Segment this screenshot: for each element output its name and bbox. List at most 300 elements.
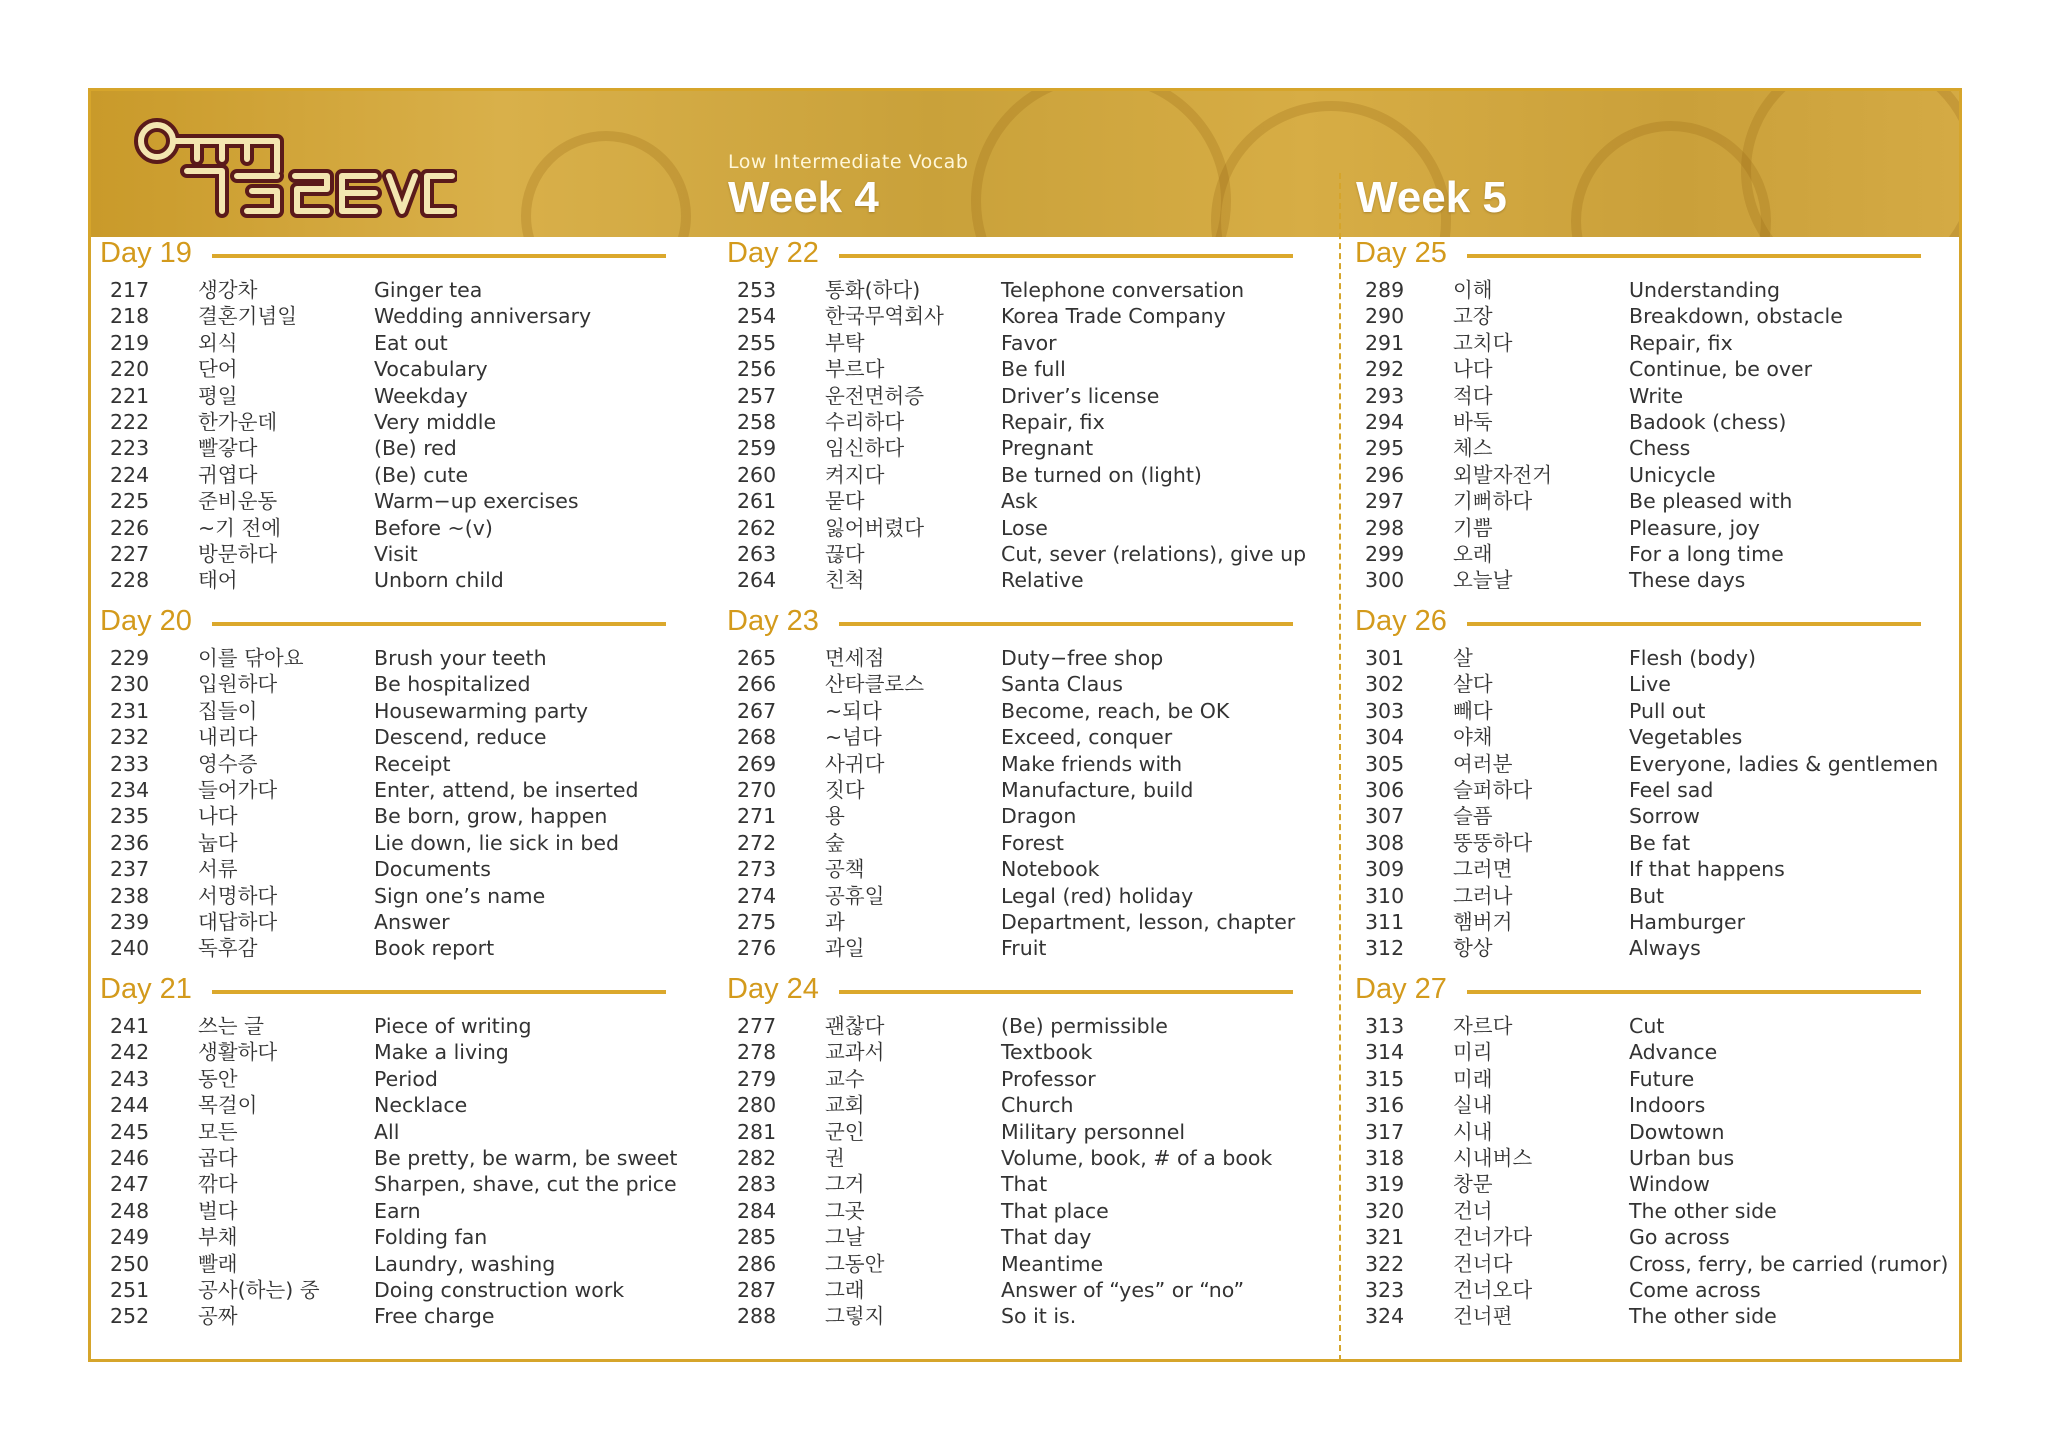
vocab-list [1355,1013,1949,1330]
vocab-row [727,409,1317,435]
korean-word: 대답하다 [198,909,278,934]
vocab-row [727,567,1317,593]
korean-word: 한가운데 [198,409,278,434]
english-meaning: Brush your teeth [374,646,547,670]
vocab-row [1355,1303,1945,1329]
vocab-row [727,1145,1317,1171]
korean-word: 창문 [1453,1172,1493,1197]
vocab-row [727,488,1317,514]
vocab-row [100,751,690,777]
korean-word: 교수 [825,1066,865,1091]
entry-number: 273 [737,857,777,882]
vocab-row [1355,567,1945,593]
korean-word: 그러면 [1453,857,1513,882]
day-rule [839,622,1293,626]
vocab-row [727,1277,1317,1303]
english-meaning: Sharpen, shave, cut the price [374,1172,677,1197]
entry-number: 261 [737,489,777,514]
english-meaning: These days [1629,568,1746,593]
english-meaning: Advance [1629,1040,1718,1065]
korean-word: 눕다 [198,830,238,855]
english-meaning: Come across [1629,1277,1761,1302]
entry-number: 288 [737,1304,777,1329]
korean-word: 항상 [1453,936,1493,961]
day-label: Day 24 [727,973,819,1005]
entry-number: 236 [110,830,150,855]
vocab-row [727,830,1317,856]
entry-number: 315 [1365,1066,1405,1091]
entry-number: 237 [110,857,150,882]
vocab-row [1355,777,1945,803]
english-meaning: Enter, attend, be inserted [374,777,639,802]
english-meaning: Exceed, conquer [1001,725,1173,750]
korean-word: 교과서 [825,1040,885,1065]
vocab-row [1355,462,1945,488]
day-rule [1467,622,1921,626]
entry-number: 276 [737,936,777,961]
vocab-row [100,567,690,593]
vocab-row [100,1224,690,1250]
korean-word: 바둑 [1453,409,1493,434]
english-meaning: Cut, sever (relations), give up [1001,541,1307,566]
vocab-row [100,803,690,829]
english-meaning: Sorrow [1629,804,1700,829]
english-meaning: For a long time [1629,541,1784,566]
week-5-title: Week 5 [1356,173,1507,222]
english-meaning: Live [1629,672,1671,697]
entry-number: 319 [1365,1172,1405,1197]
english-meaning: Make friends with [1001,751,1183,776]
entry-number: 234 [110,777,150,802]
vocab-row [1355,1224,1945,1250]
korean-word: 부르다 [825,357,885,382]
korean-word: 깎다 [198,1172,238,1197]
entry-number: 285 [737,1225,777,1250]
korean-word: 권 [825,1145,845,1170]
day-label: Day 27 [1355,973,1447,1005]
english-meaning: Unicycle [1629,462,1716,487]
korean-word: 모든 [198,1119,238,1144]
day-label: Day 19 [100,237,192,269]
entry-number: 283 [737,1172,777,1197]
vocab-list [100,645,690,962]
vocab-row [727,462,1317,488]
entry-number: 311 [1365,909,1405,934]
entry-number: 306 [1365,777,1405,802]
korean-word: 준비운동 [198,489,278,514]
korean-word: 건너다 [1453,1251,1513,1276]
english-meaning: Warm−up exercises [374,489,579,514]
entry-number: 263 [737,541,777,566]
vocab-row [1355,1092,1945,1118]
entry-number: 250 [110,1251,150,1276]
entry-number: 318 [1365,1145,1405,1170]
entry-number: 231 [110,698,150,723]
english-meaning: Manufacture, build [1001,777,1194,802]
english-meaning: Indoors [1629,1093,1706,1118]
korean-word: 영수증 [198,751,258,776]
entry-number: 320 [1365,1198,1405,1223]
vocab-row [1355,1277,1945,1303]
vocab-row [100,909,690,935]
korean-word: 그동안 [825,1251,885,1276]
english-meaning: If that happens [1629,857,1785,882]
entry-number: 308 [1365,830,1405,855]
english-meaning: Be hospitalized [374,672,531,697]
vocab-row [100,356,690,382]
korean-word: 나다 [1453,357,1493,382]
korean-word: 외발자전거 [1453,462,1553,487]
english-meaning: (Be) cute [374,462,469,487]
entry-number: 317 [1365,1119,1405,1144]
english-meaning: Telephone conversation [1001,278,1245,302]
entry-number: 260 [737,462,777,487]
vocab-row [727,724,1317,750]
korean-word: 집들이 [198,698,258,723]
korean-word: 미래 [1453,1066,1493,1091]
english-meaning: Free charge [374,1304,495,1329]
entry-number: 253 [737,278,777,302]
entry-number: 232 [110,725,150,750]
vocab-row [1355,277,1945,303]
vocab-row [100,671,690,697]
entry-number: 296 [1365,462,1405,487]
entry-number: 312 [1365,936,1405,961]
english-meaning: Make a living [374,1040,509,1065]
vocab-row [1355,1013,1945,1039]
day-label: Day 22 [727,237,819,269]
korean-word: 살 [1453,646,1473,670]
entry-number: 258 [737,409,777,434]
entry-number: 268 [737,725,777,750]
entry-number: 247 [110,1172,150,1197]
korean-word: 평일 [198,383,238,408]
vocab-row [1355,803,1945,829]
entry-number: 293 [1365,383,1405,408]
day-rule [212,254,666,258]
english-meaning: All [374,1119,400,1144]
entry-number: 266 [737,672,777,697]
column-divider [1339,173,1341,1361]
day-rule [212,990,666,994]
vocab-row [100,645,690,671]
korean-word: 빼다 [1453,698,1493,723]
vocab-row [1355,488,1945,514]
english-meaning: Repair, fix [1629,330,1733,355]
english-meaning: That day [1001,1225,1092,1250]
vocab-row [727,935,1317,961]
korean-word: 오늘날 [1453,568,1513,593]
day-heading [100,605,690,639]
english-meaning: Piece of writing [374,1014,532,1038]
korean-word: 입원하다 [198,672,278,697]
english-meaning: Become, reach, be OK [1001,698,1230,723]
entry-number: 267 [737,698,777,723]
vocab-row [100,1198,690,1224]
vocab-row [727,671,1317,697]
day-heading [727,605,1317,639]
vocab-row [727,1039,1317,1065]
vocab-sheet [88,88,1962,1362]
english-meaning: Be fat [1629,830,1691,855]
english-meaning: Dowtown [1629,1119,1725,1144]
korean-word: ~넘다 [825,725,882,750]
entry-number: 226 [110,515,150,540]
vocab-row [100,515,690,541]
entry-number: 227 [110,541,150,566]
english-meaning: Folding fan [374,1225,488,1250]
vocab-row [727,1013,1317,1039]
vocab-row [727,777,1317,803]
korean-word: 그렇지 [825,1304,885,1329]
korean-word: 수리하다 [825,409,905,434]
entry-number: 298 [1365,515,1405,540]
vocab-row [1355,909,1945,935]
vocab-row [100,830,690,856]
english-meaning: Breakdown, obstacle [1629,304,1843,329]
korean-word: 실내 [1453,1093,1493,1118]
english-meaning: Go across [1629,1225,1730,1250]
vocab-row [100,1092,690,1118]
entry-number: 245 [110,1119,150,1144]
english-meaning: Write [1629,383,1684,408]
vocab-row [727,1066,1317,1092]
english-meaning: Professor [1001,1066,1096,1091]
subtitle: Low Intermediate Vocab [728,151,969,173]
english-meaning: Pleasure, joy [1629,515,1760,540]
english-meaning: Future [1629,1066,1695,1091]
korean-word: 야채 [1453,725,1493,750]
vocab-row [1355,541,1945,567]
vocab-row [1355,645,1945,671]
english-meaning: Window [1629,1172,1710,1197]
day-block [727,973,1317,1330]
entry-number: 239 [110,909,150,934]
korean-word: 살다 [1453,672,1493,697]
vocab-row [1355,409,1945,435]
banner-pattern [971,91,1231,237]
entry-number: 305 [1365,751,1405,776]
entry-number: 280 [737,1093,777,1118]
vocab-row [100,856,690,882]
english-meaning: Hamburger [1629,909,1746,934]
korean-word: 목걸이 [198,1093,258,1118]
entry-number: 310 [1365,883,1405,908]
vocab-row [1355,935,1945,961]
korean-word: 서류 [198,857,238,882]
korean-word: 건너편 [1453,1304,1513,1329]
entry-number: 252 [110,1304,150,1329]
korean-word: 고장 [1453,304,1493,329]
korean-word: 켜지다 [825,462,885,487]
day-rule [1467,990,1921,994]
entry-number: 219 [110,330,150,355]
english-meaning: (Be) red [374,436,457,461]
vocab-row [727,435,1317,461]
korean-word: 체스 [1453,436,1493,461]
korean-word: 잃어버렸다 [825,515,925,540]
korean-word: 슬퍼하다 [1453,777,1533,802]
vocab-row [1355,1171,1945,1197]
english-meaning: Lose [1001,515,1048,540]
vocab-row [727,909,1317,935]
vocab-row [727,645,1317,671]
korean-word: 공책 [825,857,865,882]
vocab-row [727,1171,1317,1197]
entry-number: 235 [110,804,150,829]
vocab-row [1355,724,1945,750]
english-meaning: Church [1001,1093,1074,1118]
english-meaning: Duty−free shop [1001,646,1164,670]
entry-number: 264 [737,568,777,593]
english-meaning: Necklace [374,1093,468,1118]
vocab-list [1355,645,1945,962]
day-rule [839,254,1293,258]
vocab-row [727,856,1317,882]
vocab-row [727,515,1317,541]
english-meaning: Answer of “yes” or “no” [1001,1277,1245,1302]
entry-number: 217 [110,278,150,302]
entry-number: 224 [110,462,150,487]
english-meaning: Favor [1001,330,1057,355]
vocab-row [727,1119,1317,1145]
entry-number: 274 [737,883,777,908]
vocab-row [100,883,690,909]
vocab-row [100,541,690,567]
english-meaning: Earn [374,1198,421,1223]
entry-number: 244 [110,1093,150,1118]
vocab-row [100,1119,690,1145]
english-meaning: Flesh (body) [1629,646,1756,670]
vocab-row [100,1013,690,1039]
english-meaning: Ask [1001,489,1038,514]
korean-word: 짓다 [825,777,865,802]
entry-number: 259 [737,436,777,461]
english-meaning: Receipt [374,751,451,776]
korean-word: 임신하다 [825,436,905,461]
english-meaning: Cross, ferry, be carried (rumor) [1629,1251,1949,1276]
entry-number: 220 [110,357,150,382]
korean-word: 독후감 [198,936,258,961]
vocab-row [100,698,690,724]
korean-word: ~기 전에 [198,515,282,540]
vocab-row [727,383,1317,409]
entry-number: 238 [110,883,150,908]
korean-word: 과 [825,909,845,934]
english-meaning: Textbook [1001,1040,1093,1065]
korean-word: 공사(하는) 중 [198,1277,320,1302]
english-meaning: Be turned on (light) [1001,462,1202,487]
english-meaning: Santa Claus [1001,672,1123,697]
entry-number: 323 [1365,1277,1405,1302]
english-meaning: Volume, book, # of a book [1001,1145,1273,1170]
korean-word: 그러나 [1453,883,1513,908]
vocab-row [100,303,690,329]
korean-word: 숲 [825,830,845,855]
entry-number: 292 [1365,357,1405,382]
entry-number: 270 [737,777,777,802]
entry-number: 256 [737,357,777,382]
vocab-row [1355,856,1945,882]
english-meaning: Department, lesson, chapter [1001,909,1296,934]
vocab-row [727,1198,1317,1224]
english-meaning: Eat out [374,330,448,355]
english-meaning: Weekday [374,383,468,408]
day-block [100,237,690,594]
vocab-row [1355,330,1945,356]
vocab-row [727,356,1317,382]
entry-number: 309 [1365,857,1405,882]
entry-number: 278 [737,1040,777,1065]
vocab-row [100,435,690,461]
entry-number: 249 [110,1225,150,1250]
english-meaning: Be pleased with [1629,489,1793,514]
vocab-list [100,277,690,594]
entry-number: 324 [1365,1304,1405,1329]
korean-word: 햄버거 [1453,909,1513,934]
english-meaning: Be born, grow, happen [374,804,608,829]
entry-number: 316 [1365,1093,1405,1118]
vocab-row [1355,303,1945,329]
english-meaning: (Be) permissible [1001,1014,1168,1038]
korean-word: ~되다 [825,698,882,723]
entry-number: 313 [1365,1014,1405,1038]
english-meaning: Always [1629,936,1701,961]
entry-number: 307 [1365,804,1405,829]
day-block [100,605,690,962]
korean-word: 면세점 [825,646,885,670]
korean-word: 산타클로스 [825,672,925,697]
korean-word: 그거 [825,1172,865,1197]
day-block [727,605,1317,962]
korean-word: 단어 [198,357,238,382]
english-meaning: Wedding anniversary [374,304,592,329]
vocab-row [100,488,690,514]
english-meaning: Book report [374,936,495,961]
english-meaning: Badook (chess) [1629,409,1787,434]
korean-word: 한국무역회사 [825,304,944,329]
day-block [100,973,690,1330]
korean-word: 통화(하다) [825,278,921,302]
korean-word: 슬픔 [1453,804,1493,829]
vocab-list [1355,277,1945,594]
korean-word: 건너가다 [1453,1225,1533,1250]
vocab-row [1355,515,1945,541]
day-heading [1355,973,1945,1007]
korean-word: 기쁨 [1453,515,1493,540]
english-meaning: Chess [1629,436,1691,461]
english-meaning: Descend, reduce [374,725,547,750]
entry-number: 254 [737,304,777,329]
english-meaning: Vocabulary [374,357,488,382]
english-meaning: The other side [1629,1304,1777,1329]
entry-number: 284 [737,1198,777,1223]
vocab-row [100,777,690,803]
vocab-row [1355,435,1945,461]
korean-word: 건너 [1453,1198,1493,1223]
vocab-row [100,277,690,303]
entry-number: 228 [110,568,150,593]
korean-word: 동안 [198,1066,238,1091]
korean-word: 교회 [825,1093,865,1118]
vocab-row [100,1171,690,1197]
vocab-row [727,277,1317,303]
vocab-row [1355,751,1945,777]
korean-word: 시내버스 [1453,1145,1533,1170]
vocab-row [1355,1251,1949,1277]
entry-number: 242 [110,1040,150,1065]
banner-pattern [1741,91,1959,237]
